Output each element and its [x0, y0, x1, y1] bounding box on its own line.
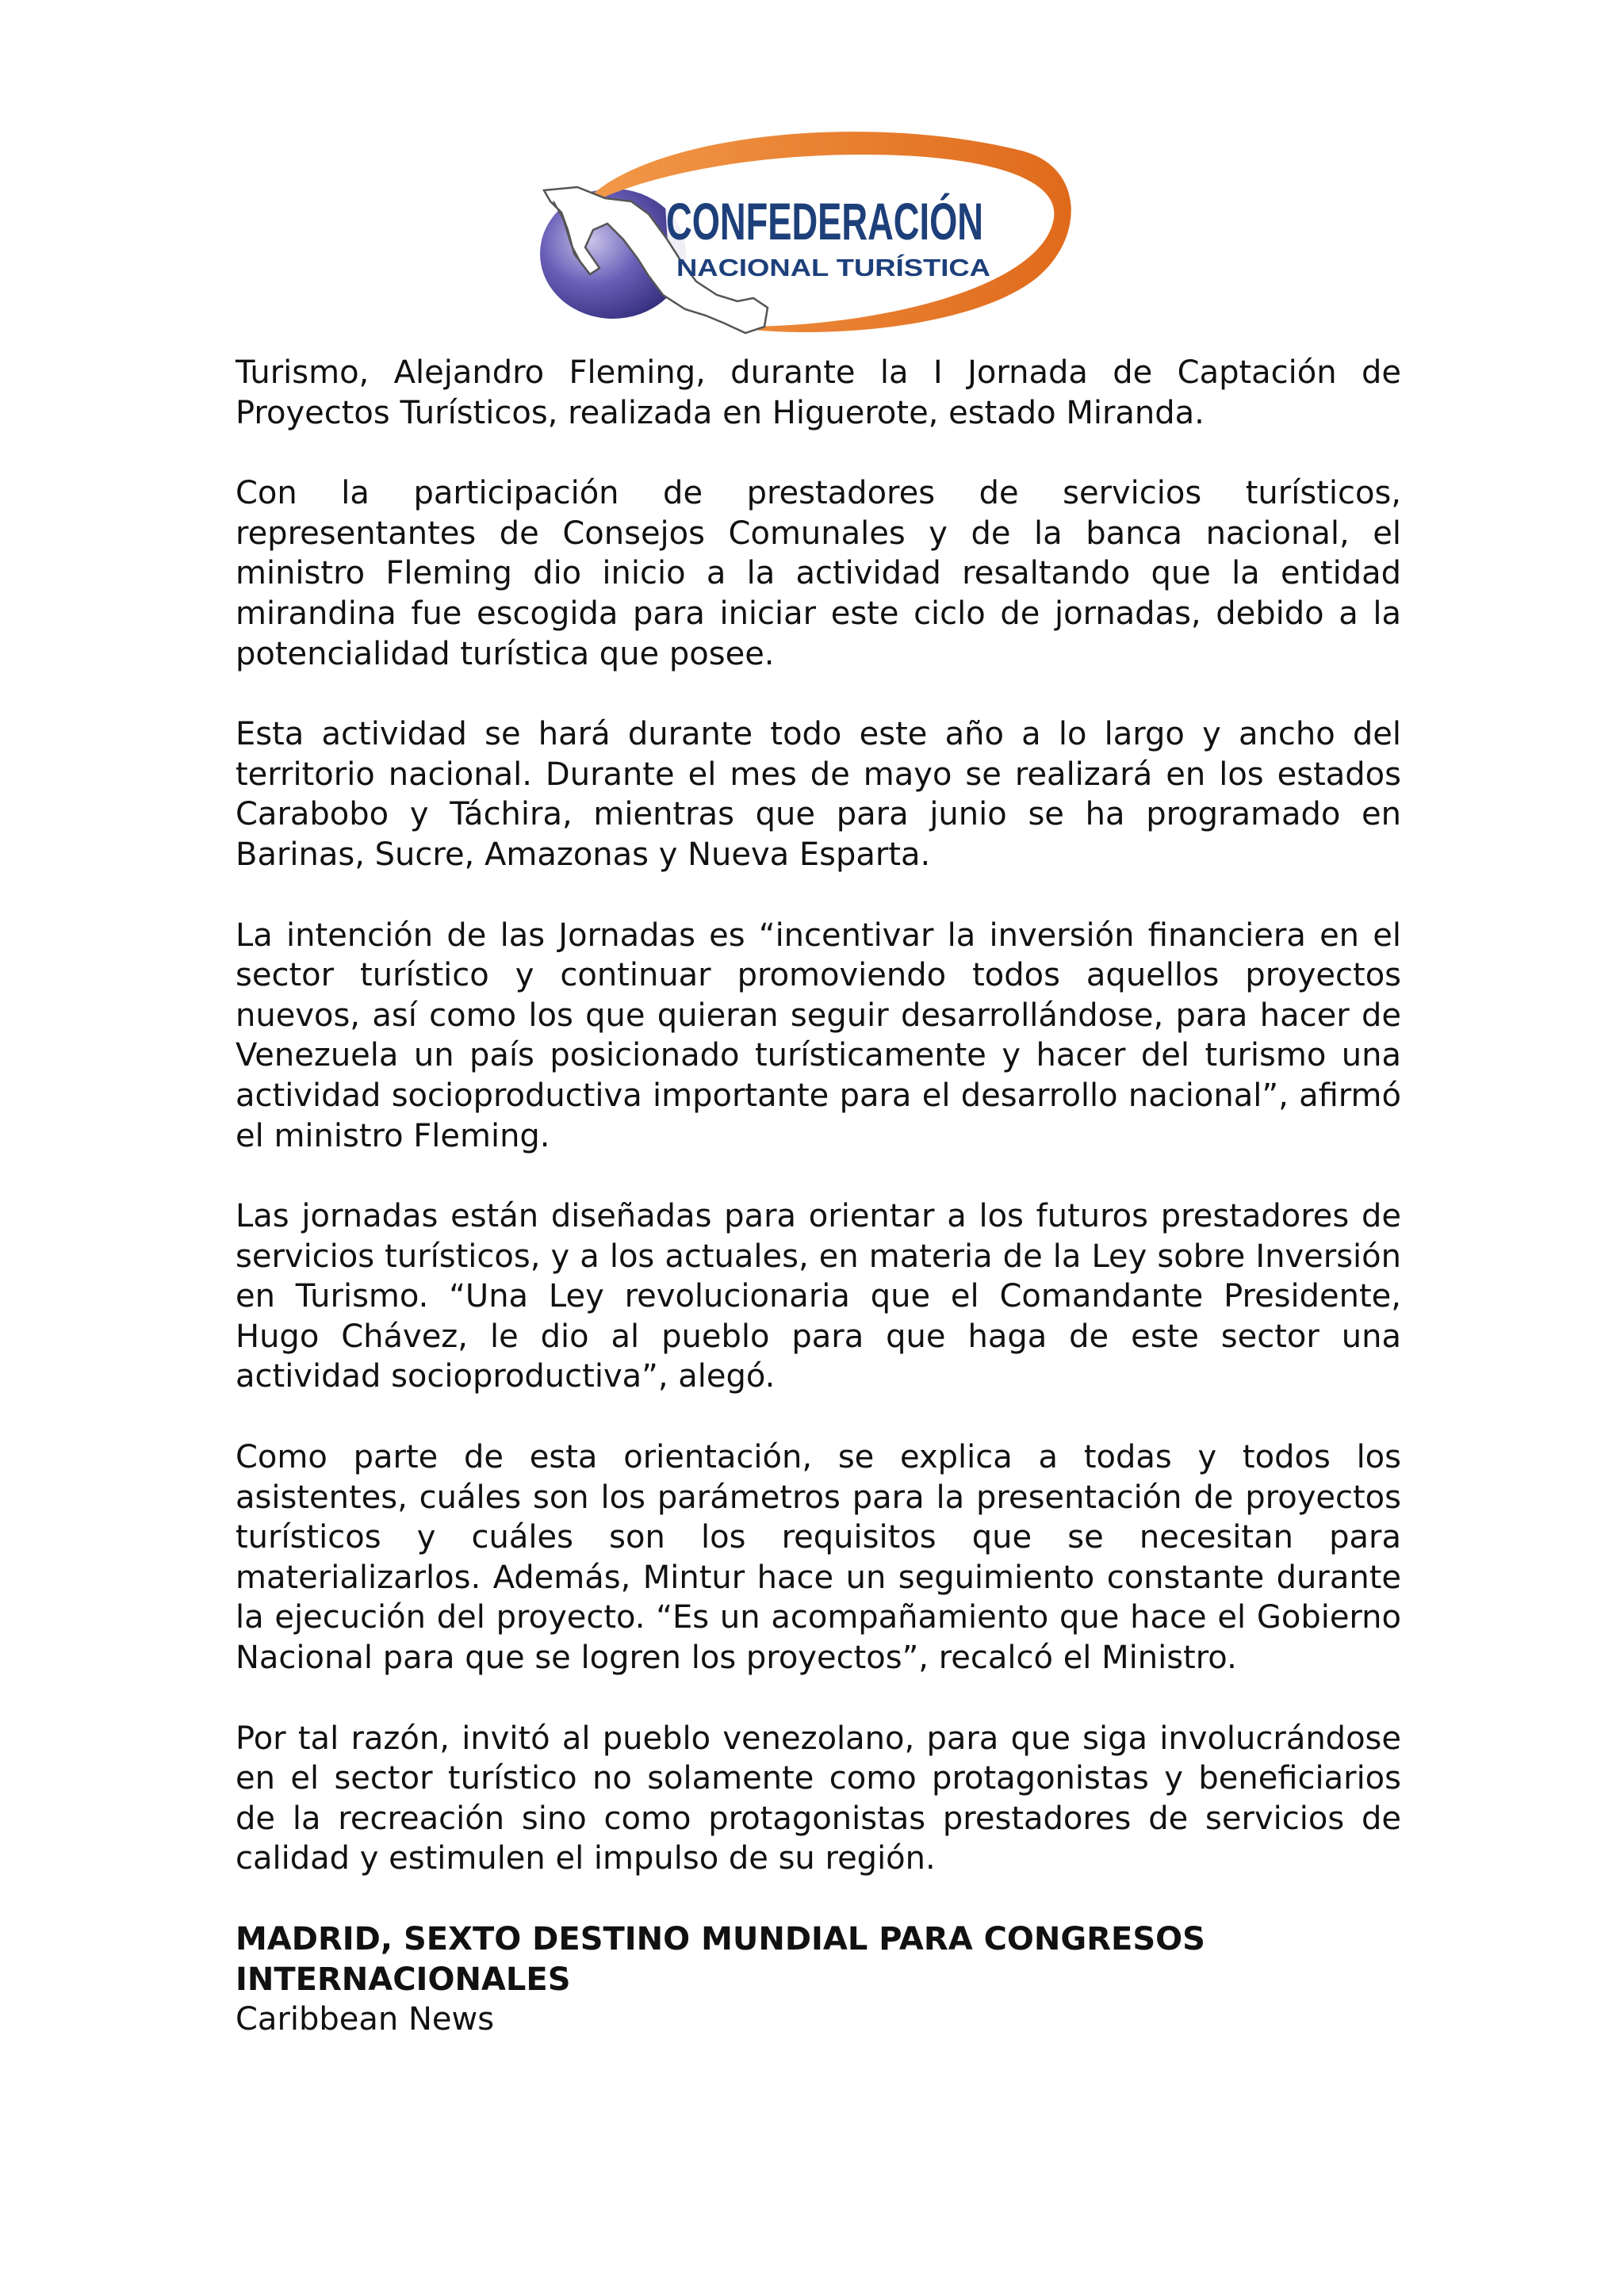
paragraph-1: Turismo, Alejandro Fleming, durante la I Jornada de Captación de Proyectos Turísticos, realizada en Higuerote, estado Miranda. [236, 354, 1401, 431]
logo-title: CONFEDERACIÓN [666, 192, 983, 251]
article-source: Caribbean News [236, 2001, 495, 2038]
paragraph-2: Con la participación de prestadores de servicios turísticos, representantes de Consejos Comunales y de la banca nacional, el ministro Fleming dio inicio a la actividad resaltando que la entidad mirandina fue escogida para iniciar este ciclo de jornadas, debido a la potencialidad turística que posee. [236, 475, 1401, 672]
paragraph-7: Por tal razón, invitó al pueblo venezolano, para que siga involucrándose en el sector turístico no solamente como protagonistas y beneficiarios de la recreación sino como protagonistas prestadores de servicios de calidad y estimulen el impulso de su región. [236, 1720, 1401, 1877]
paragraph-6: Como parte de esta orientación, se explica a todas y todos los asistentes, cuáles son los parámetros para la presentación de proyectos turísticos y cuáles son los requisitos que se necesitan para materializarlos. Además, Mintur hace un seguimiento constante durante la ejecución del proyecto. “Es un acompañamiento que hace el Gobierno Nacional para que se logren los proyectos”, recalcó el Ministro. [236, 1439, 1401, 1677]
article-body [236, 353, 1401, 2040]
paragraph-5: Las jornadas están diseñadas para orientar a los futuros prestadores de servicios turísticos, y a los actuales, en materia de la Ley sobre Inversión en Turismo. “Una Ley revolucionaria que el Comandante Presidente, Hugo Chávez, le dio al pueblo para que haga de este sector una actividad socioproductiva”, alegó. [236, 1198, 1401, 1395]
logo-subtitle: NACIONAL TURÍSTICA [676, 254, 990, 281]
paragraph-3: Esta actividad se hará durante todo este año a lo largo y ancho del territorio nacional. Durante el mes de mayo se realizará en los estados Carabobo y Táchira, mientras que para junio se ha programado en Barinas, Sucre, Amazonas y Nueva Esparta. [236, 716, 1401, 873]
paragraph-4: La intención de las Jornadas es “incentivar la inversión financiera en el sector turístico y continuar promoviendo todos aquellos proyectos nuevos, así como los que quieran seguir desarrollándose, para hacer de Venezuela un país posicionado turísticamente y hacer del turismo una actividad socioproductiva importante para el desarrollo nacional”, afirmó el ministro Fleming. [236, 916, 1401, 1154]
confederacion-logo [530, 119, 1085, 349]
article-headline: MADRID, SEXTO DESTINO MUNDIAL PARA CONGRESOS INTERNACIONALES [236, 1921, 1205, 1998]
